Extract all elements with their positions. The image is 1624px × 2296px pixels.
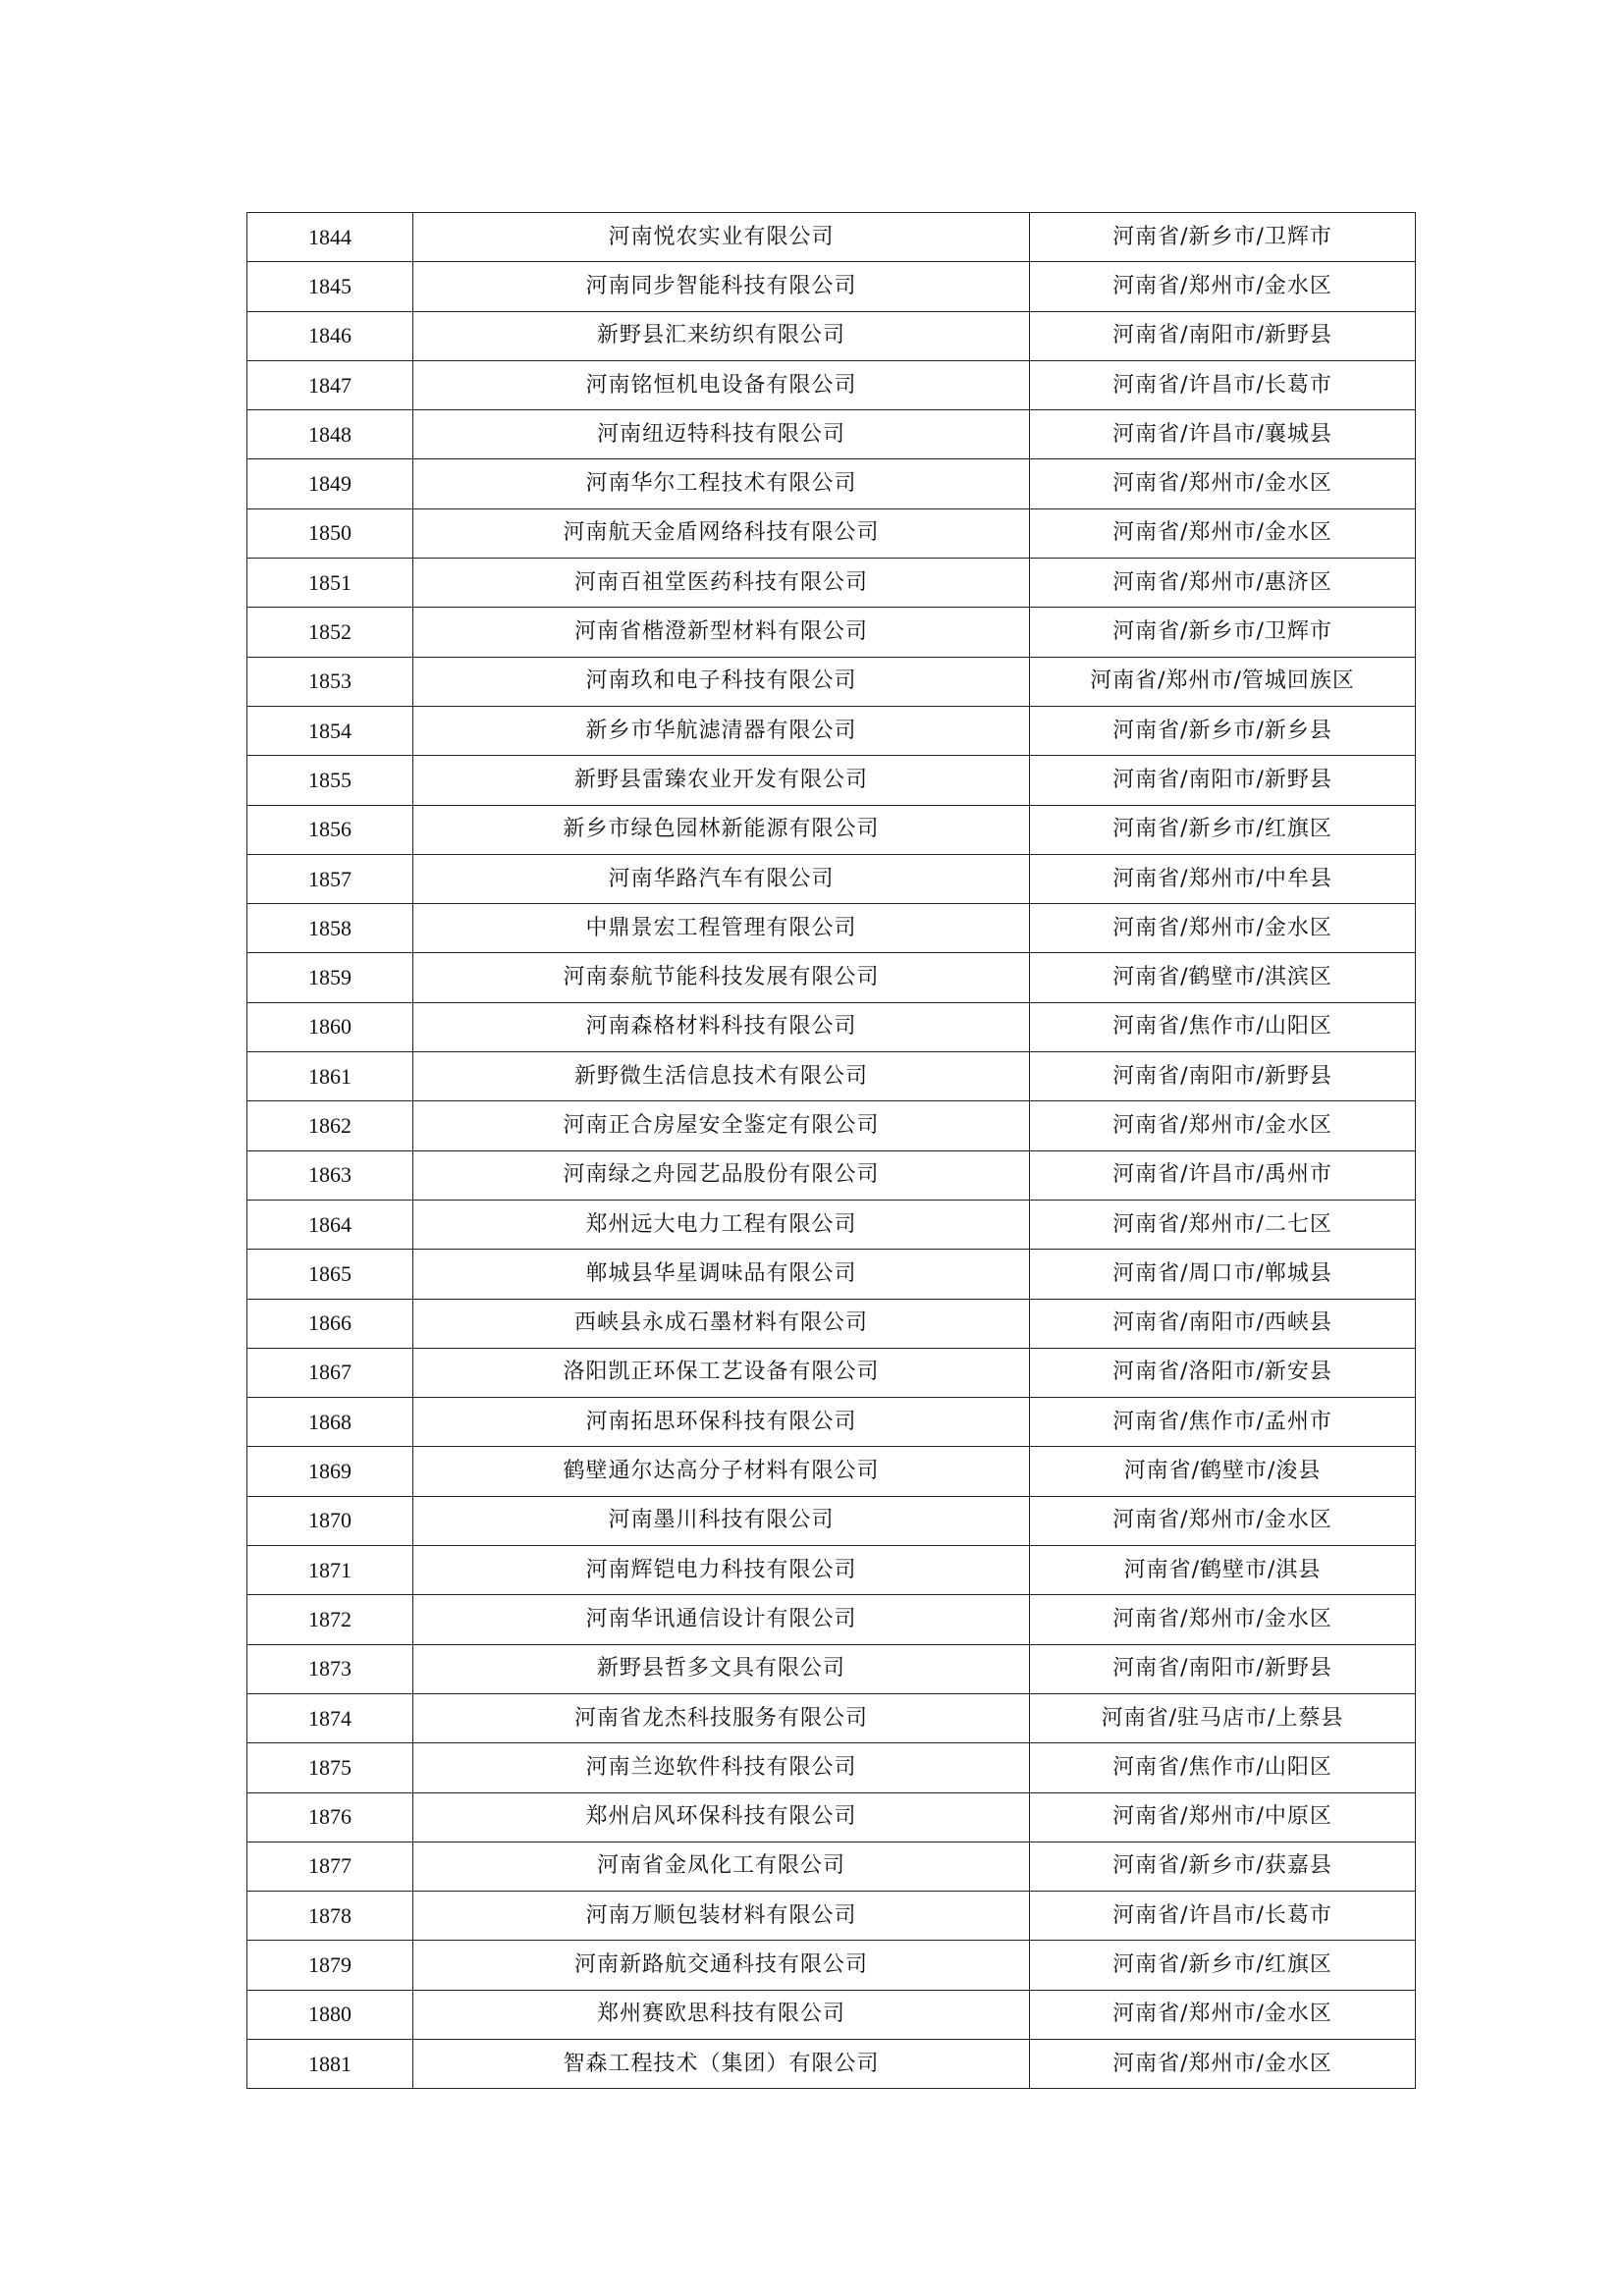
serial-number-cell: 1873 <box>247 1644 413 1693</box>
company-name-cell: 河南华路汽车有限公司 <box>413 854 1030 903</box>
region-cell: 河南省/郑州市/中原区 <box>1030 1792 1416 1842</box>
serial-number-cell: 1879 <box>247 1941 413 1990</box>
serial-number-cell: 1869 <box>247 1447 413 1496</box>
serial-number-cell: 1876 <box>247 1792 413 1842</box>
region-cell: 河南省/郑州市/中牟县 <box>1030 854 1416 903</box>
table-row <box>247 756 1416 805</box>
region-cell: 河南省/郑州市/金水区 <box>1030 1990 1416 2039</box>
region-cell: 河南省/鹤壁市/淇滨区 <box>1030 953 1416 1002</box>
serial-number-cell: 1856 <box>247 805 413 854</box>
serial-number-cell: 1854 <box>247 706 413 755</box>
region-cell: 河南省/郑州市/二七区 <box>1030 1200 1416 1249</box>
company-name-cell: 河南华讯通信设计有限公司 <box>413 1595 1030 1644</box>
table-row <box>247 1792 1416 1842</box>
company-name-cell: 河南同步智能科技有限公司 <box>413 262 1030 311</box>
serial-number-cell: 1844 <box>247 213 413 262</box>
serial-number-cell: 1846 <box>247 311 413 360</box>
region-cell: 河南省/焦作市/山阳区 <box>1030 1743 1416 1792</box>
table-row <box>247 459 1416 508</box>
company-list-table <box>246 212 1416 2089</box>
company-name-cell: 郸城县华星调味品有限公司 <box>413 1250 1030 1299</box>
serial-number-cell: 1850 <box>247 508 413 558</box>
table-row <box>247 410 1416 459</box>
region-cell: 河南省/南阳市/新野县 <box>1030 1052 1416 1101</box>
table-row <box>247 559 1416 608</box>
region-cell: 河南省/新乡市/卫辉市 <box>1030 213 1416 262</box>
table-row <box>247 311 1416 360</box>
region-cell: 河南省/郑州市/金水区 <box>1030 262 1416 311</box>
region-cell: 河南省/鹤壁市/浚县 <box>1030 1447 1416 1496</box>
table-row <box>247 1892 1416 1941</box>
region-cell: 河南省/郑州市/金水区 <box>1030 904 1416 953</box>
region-cell: 河南省/郑州市/金水区 <box>1030 508 1416 558</box>
table-row <box>247 360 1416 409</box>
company-name-cell: 郑州赛欧思科技有限公司 <box>413 1990 1030 2039</box>
serial-number-cell: 1866 <box>247 1299 413 1348</box>
table-body <box>247 213 1416 2089</box>
company-name-cell: 新野县哲多文具有限公司 <box>413 1644 1030 1693</box>
company-name-cell: 河南辉铠电力科技有限公司 <box>413 1546 1030 1595</box>
company-name-cell: 河南省楷澄新型材料有限公司 <box>413 608 1030 657</box>
company-name-cell: 新乡市绿色园林新能源有限公司 <box>413 805 1030 854</box>
serial-number-cell: 1863 <box>247 1150 413 1200</box>
region-cell: 河南省/许昌市/禹州市 <box>1030 1150 1416 1200</box>
company-name-cell: 河南拓思环保科技有限公司 <box>413 1398 1030 1447</box>
region-cell: 河南省/焦作市/山阳区 <box>1030 1002 1416 1051</box>
table-row <box>247 805 1416 854</box>
region-cell: 河南省/郑州市/金水区 <box>1030 1101 1416 1150</box>
table-row <box>247 1200 1416 1249</box>
region-cell: 河南省/郑州市/惠济区 <box>1030 559 1416 608</box>
table-row <box>247 1250 1416 1299</box>
table-row <box>247 1101 1416 1150</box>
company-name-cell: 河南华尔工程技术有限公司 <box>413 459 1030 508</box>
company-name-cell: 河南航天金盾网络科技有限公司 <box>413 508 1030 558</box>
region-cell: 河南省/新乡市/卫辉市 <box>1030 608 1416 657</box>
serial-number-cell: 1858 <box>247 904 413 953</box>
table-row <box>247 508 1416 558</box>
table-row <box>247 1398 1416 1447</box>
serial-number-cell: 1881 <box>247 2039 413 2088</box>
table-row <box>247 1595 1416 1644</box>
region-cell: 河南省/郑州市/金水区 <box>1030 459 1416 508</box>
serial-number-cell: 1880 <box>247 1990 413 2039</box>
table-row <box>247 608 1416 657</box>
serial-number-cell: 1852 <box>247 608 413 657</box>
region-cell: 河南省/郑州市/管城回族区 <box>1030 657 1416 706</box>
region-cell: 河南省/许昌市/襄城县 <box>1030 410 1416 459</box>
table-row <box>247 1447 1416 1496</box>
region-cell: 河南省/郑州市/金水区 <box>1030 2039 1416 2088</box>
company-name-cell: 新野县雷臻农业开发有限公司 <box>413 756 1030 805</box>
serial-number-cell: 1862 <box>247 1101 413 1150</box>
region-cell: 河南省/新乡市/红旗区 <box>1030 1941 1416 1990</box>
region-cell: 河南省/南阳市/新野县 <box>1030 1644 1416 1693</box>
table-row <box>247 1990 1416 2039</box>
region-cell: 河南省/周口市/郸城县 <box>1030 1250 1416 1299</box>
serial-number-cell: 1860 <box>247 1002 413 1051</box>
serial-number-cell: 1870 <box>247 1496 413 1545</box>
company-name-cell: 河南绿之舟园艺品股份有限公司 <box>413 1150 1030 1200</box>
company-name-cell: 新野县汇来纺织有限公司 <box>413 311 1030 360</box>
company-name-cell: 新乡市华航滤清器有限公司 <box>413 706 1030 755</box>
serial-number-cell: 1855 <box>247 756 413 805</box>
region-cell: 河南省/焦作市/孟州市 <box>1030 1398 1416 1447</box>
table-row <box>247 706 1416 755</box>
region-cell: 河南省/洛阳市/新安县 <box>1030 1348 1416 1397</box>
company-name-cell: 河南省金凤化工有限公司 <box>413 1842 1030 1891</box>
company-name-cell: 鹤壁通尔达高分子材料有限公司 <box>413 1447 1030 1496</box>
serial-number-cell: 1853 <box>247 657 413 706</box>
company-name-cell: 洛阳凯正环保工艺设备有限公司 <box>413 1348 1030 1397</box>
company-name-cell: 河南新路航交通科技有限公司 <box>413 1941 1030 1990</box>
company-name-cell: 河南省龙杰科技服务有限公司 <box>413 1693 1030 1742</box>
serial-number-cell: 1857 <box>247 854 413 903</box>
table-row <box>247 262 1416 311</box>
serial-number-cell: 1874 <box>247 1693 413 1742</box>
company-name-cell: 河南悦农实业有限公司 <box>413 213 1030 262</box>
company-name-cell: 河南兰迩软件科技有限公司 <box>413 1743 1030 1792</box>
company-name-cell: 郑州远大电力工程有限公司 <box>413 1200 1030 1249</box>
company-name-cell: 河南森格材料科技有限公司 <box>413 1002 1030 1051</box>
region-cell: 河南省/南阳市/新野县 <box>1030 311 1416 360</box>
table-row <box>247 1842 1416 1891</box>
region-cell: 河南省/南阳市/西峡县 <box>1030 1299 1416 1348</box>
company-name-cell: 河南正合房屋安全鉴定有限公司 <box>413 1101 1030 1150</box>
serial-number-cell: 1875 <box>247 1743 413 1792</box>
serial-number-cell: 1877 <box>247 1842 413 1891</box>
serial-number-cell: 1867 <box>247 1348 413 1397</box>
company-name-cell: 中鼎景宏工程管理有限公司 <box>413 904 1030 953</box>
region-cell: 河南省/南阳市/新野县 <box>1030 756 1416 805</box>
company-name-cell: 河南万顺包装材料有限公司 <box>413 1892 1030 1941</box>
region-cell: 河南省/驻马店市/上蔡县 <box>1030 1693 1416 1742</box>
serial-number-cell: 1864 <box>247 1200 413 1249</box>
company-name-cell: 河南墨川科技有限公司 <box>413 1496 1030 1545</box>
serial-number-cell: 1872 <box>247 1595 413 1644</box>
table-row <box>247 1743 1416 1792</box>
region-cell: 河南省/许昌市/长葛市 <box>1030 1892 1416 1941</box>
region-cell: 河南省/许昌市/长葛市 <box>1030 360 1416 409</box>
table-row <box>247 2039 1416 2088</box>
region-cell: 河南省/鹤壁市/淇县 <box>1030 1546 1416 1595</box>
table-row <box>247 1150 1416 1200</box>
table-row <box>247 1693 1416 1742</box>
table-row <box>247 1299 1416 1348</box>
region-cell: 河南省/新乡市/红旗区 <box>1030 805 1416 854</box>
company-name-cell: 郑州启风环保科技有限公司 <box>413 1792 1030 1842</box>
table-row <box>247 953 1416 1002</box>
serial-number-cell: 1878 <box>247 1892 413 1941</box>
company-name-cell: 新野微生活信息技术有限公司 <box>413 1052 1030 1101</box>
serial-number-cell: 1861 <box>247 1052 413 1101</box>
company-name-cell: 智森工程技术（集团）有限公司 <box>413 2039 1030 2088</box>
serial-number-cell: 1845 <box>247 262 413 311</box>
table-row <box>247 1941 1416 1990</box>
table-row <box>247 213 1416 262</box>
company-name-cell: 河南纽迈特科技有限公司 <box>413 410 1030 459</box>
region-cell: 河南省/郑州市/金水区 <box>1030 1496 1416 1545</box>
serial-number-cell: 1865 <box>247 1250 413 1299</box>
serial-number-cell: 1868 <box>247 1398 413 1447</box>
serial-number-cell: 1848 <box>247 410 413 459</box>
table-row <box>247 1644 1416 1693</box>
table-row <box>247 854 1416 903</box>
serial-number-cell: 1851 <box>247 559 413 608</box>
company-name-cell: 河南铭恒机电设备有限公司 <box>413 360 1030 409</box>
region-cell: 河南省/郑州市/金水区 <box>1030 1595 1416 1644</box>
table-row <box>247 1546 1416 1595</box>
company-name-cell: 河南百祖堂医药科技有限公司 <box>413 559 1030 608</box>
table-row <box>247 1002 1416 1051</box>
serial-number-cell: 1847 <box>247 360 413 409</box>
table-row <box>247 1348 1416 1397</box>
serial-number-cell: 1871 <box>247 1546 413 1595</box>
table-row <box>247 657 1416 706</box>
company-name-cell: 河南泰航节能科技发展有限公司 <box>413 953 1030 1002</box>
serial-number-cell: 1859 <box>247 953 413 1002</box>
table-row <box>247 1052 1416 1101</box>
region-cell: 河南省/新乡市/获嘉县 <box>1030 1842 1416 1891</box>
company-name-cell: 河南玖和电子科技有限公司 <box>413 657 1030 706</box>
company-name-cell: 西峡县永成石墨材料有限公司 <box>413 1299 1030 1348</box>
table-row <box>247 1496 1416 1545</box>
region-cell: 河南省/新乡市/新乡县 <box>1030 706 1416 755</box>
serial-number-cell: 1849 <box>247 459 413 508</box>
table-row <box>247 904 1416 953</box>
